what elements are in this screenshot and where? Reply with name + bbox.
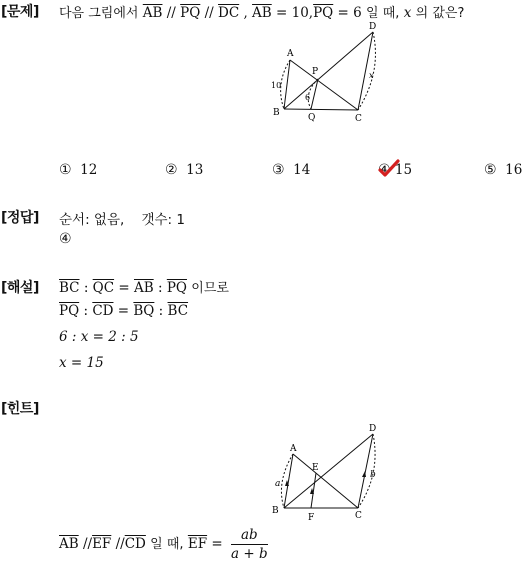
segment: $\overline{EF}$ — [92, 536, 112, 552]
segment-pq: $\overline{PQ}$ — [180, 5, 201, 21]
stem-text: 다음 그림에서 — [59, 6, 139, 21]
answer-count: 갯수: 1 — [141, 212, 185, 228]
segment: $\overline{CD}$ — [124, 536, 146, 552]
explanation-line-4: x = 15 — [59, 355, 104, 371]
choice-number: ⑤ — [484, 162, 497, 178]
variable-x: x — [403, 5, 412, 21]
choice-value: 12 — [80, 162, 98, 178]
choice-1[interactable] — [59, 162, 97, 178]
explanation-line-2 — [59, 303, 188, 319]
segment-pq-eq: $\overline{PQ}$ — [313, 5, 334, 21]
problem-figure — [265, 18, 395, 126]
explanation-line-1 — [59, 277, 229, 296]
line-bd — [284, 32, 373, 109]
choice-number: ② — [165, 162, 178, 178]
problem-stem: 다음 그림에서 $\overline{AB} // \overline{PQ} // \overline{DC}$ , $\overline{AB} = 10,\overline{PQ} = 6$ 일 때, x 의 값은? — [59, 5, 465, 21]
problem-tag: [문제] — [1, 4, 39, 20]
answer-value: ④ — [59, 231, 72, 247]
segment: $\overline{BC}$ — [167, 303, 189, 319]
parallel-sign: // — [82, 536, 93, 552]
equals: = — [211, 536, 223, 552]
fraction-numerator: ab — [231, 527, 268, 545]
parallel-sign: // — [115, 536, 125, 552]
label-f: F — [308, 513, 315, 523]
label-q: Q — [308, 113, 316, 123]
label-length-dc: b — [370, 470, 376, 480]
question-text: 의 값은? — [415, 6, 465, 21]
hint-figure — [268, 420, 386, 524]
explanation-suffix: 이므로 — [191, 281, 229, 296]
segment: $\overline{QC}$ — [92, 280, 115, 296]
choice-number: ① — [59, 162, 72, 178]
line-ac — [293, 454, 358, 508]
pq-value: = 6 — [337, 5, 362, 21]
segment: $\overline{AB}$ — [133, 280, 154, 296]
choice-5[interactable] — [484, 162, 522, 178]
equals: = — [117, 303, 130, 319]
label-p: P — [312, 67, 319, 77]
equals: = — [118, 280, 130, 296]
ab-value: = 10, — [276, 5, 314, 21]
explanation-line-3: 6 : x = 2 : 5 — [59, 329, 139, 345]
choice-2[interactable] — [165, 162, 203, 178]
label-length-pq: 6 — [305, 93, 311, 102]
condition-text: 일 때, — [366, 6, 400, 21]
fraction-denominator: a + b — [231, 546, 268, 562]
label-length-ab: 10 — [271, 81, 282, 90]
answer-tag: [정답] — [1, 210, 39, 226]
label-c: C — [355, 114, 362, 124]
label-b: B — [273, 108, 280, 118]
line-bc — [284, 109, 358, 110]
choice-4[interactable] — [378, 162, 412, 178]
answer-meta — [59, 208, 185, 228]
segment: $\overline{PQ}$ — [59, 303, 80, 319]
choice-value: 15 — [394, 162, 413, 178]
line-bd — [284, 434, 373, 508]
choice-value: 13 — [186, 162, 204, 178]
choice-number: ④ — [378, 162, 391, 178]
segment: $\overline{BC}$ — [59, 280, 80, 296]
label-length-ab: a — [275, 479, 281, 489]
line-ab — [284, 60, 290, 109]
segment-dc: $\overline{DC}$ — [218, 5, 240, 21]
segment-ab: $\overline{AB}$ — [142, 5, 163, 21]
answer-order: 순서: 없음, — [59, 212, 125, 228]
colon: : — [83, 280, 89, 296]
hint-tag: [힌트] — [1, 401, 39, 417]
hint-formula — [59, 527, 268, 562]
explanation-tag: [해설] — [1, 280, 39, 296]
condition-text: 일 때, — [150, 537, 184, 552]
label-c: C — [355, 511, 362, 521]
colon: : — [157, 280, 163, 296]
segment: $\overline{PQ}$ — [166, 280, 187, 296]
choice-value: 14 — [293, 162, 311, 178]
label-a: A — [290, 444, 297, 454]
colon: : — [158, 303, 164, 319]
segment: $\overline{EF}$ — [187, 536, 208, 552]
correct-check-icon — [378, 159, 400, 179]
parallel-sign: // — [166, 5, 176, 21]
colon: : — [83, 303, 89, 319]
choice-number: ③ — [272, 162, 285, 178]
label-d: D — [369, 22, 377, 32]
fraction — [231, 527, 268, 562]
choice-value: 16 — [505, 162, 523, 178]
label-d: D — [369, 424, 377, 434]
segment-ab-eq: $\overline{AB}$ — [252, 5, 272, 21]
label-a: A — [287, 49, 294, 59]
line-ac — [290, 60, 358, 110]
segment: $\overline{AB}$ — [59, 536, 79, 552]
label-b: B — [272, 506, 279, 516]
parallel-sign: // — [204, 5, 214, 21]
segment: $\overline{BQ}$ — [133, 303, 155, 319]
segment: $\overline{CD}$ — [92, 303, 114, 319]
label-length-dc: x — [369, 71, 374, 80]
label-e: E — [312, 463, 319, 473]
choice-3[interactable] — [272, 162, 310, 178]
